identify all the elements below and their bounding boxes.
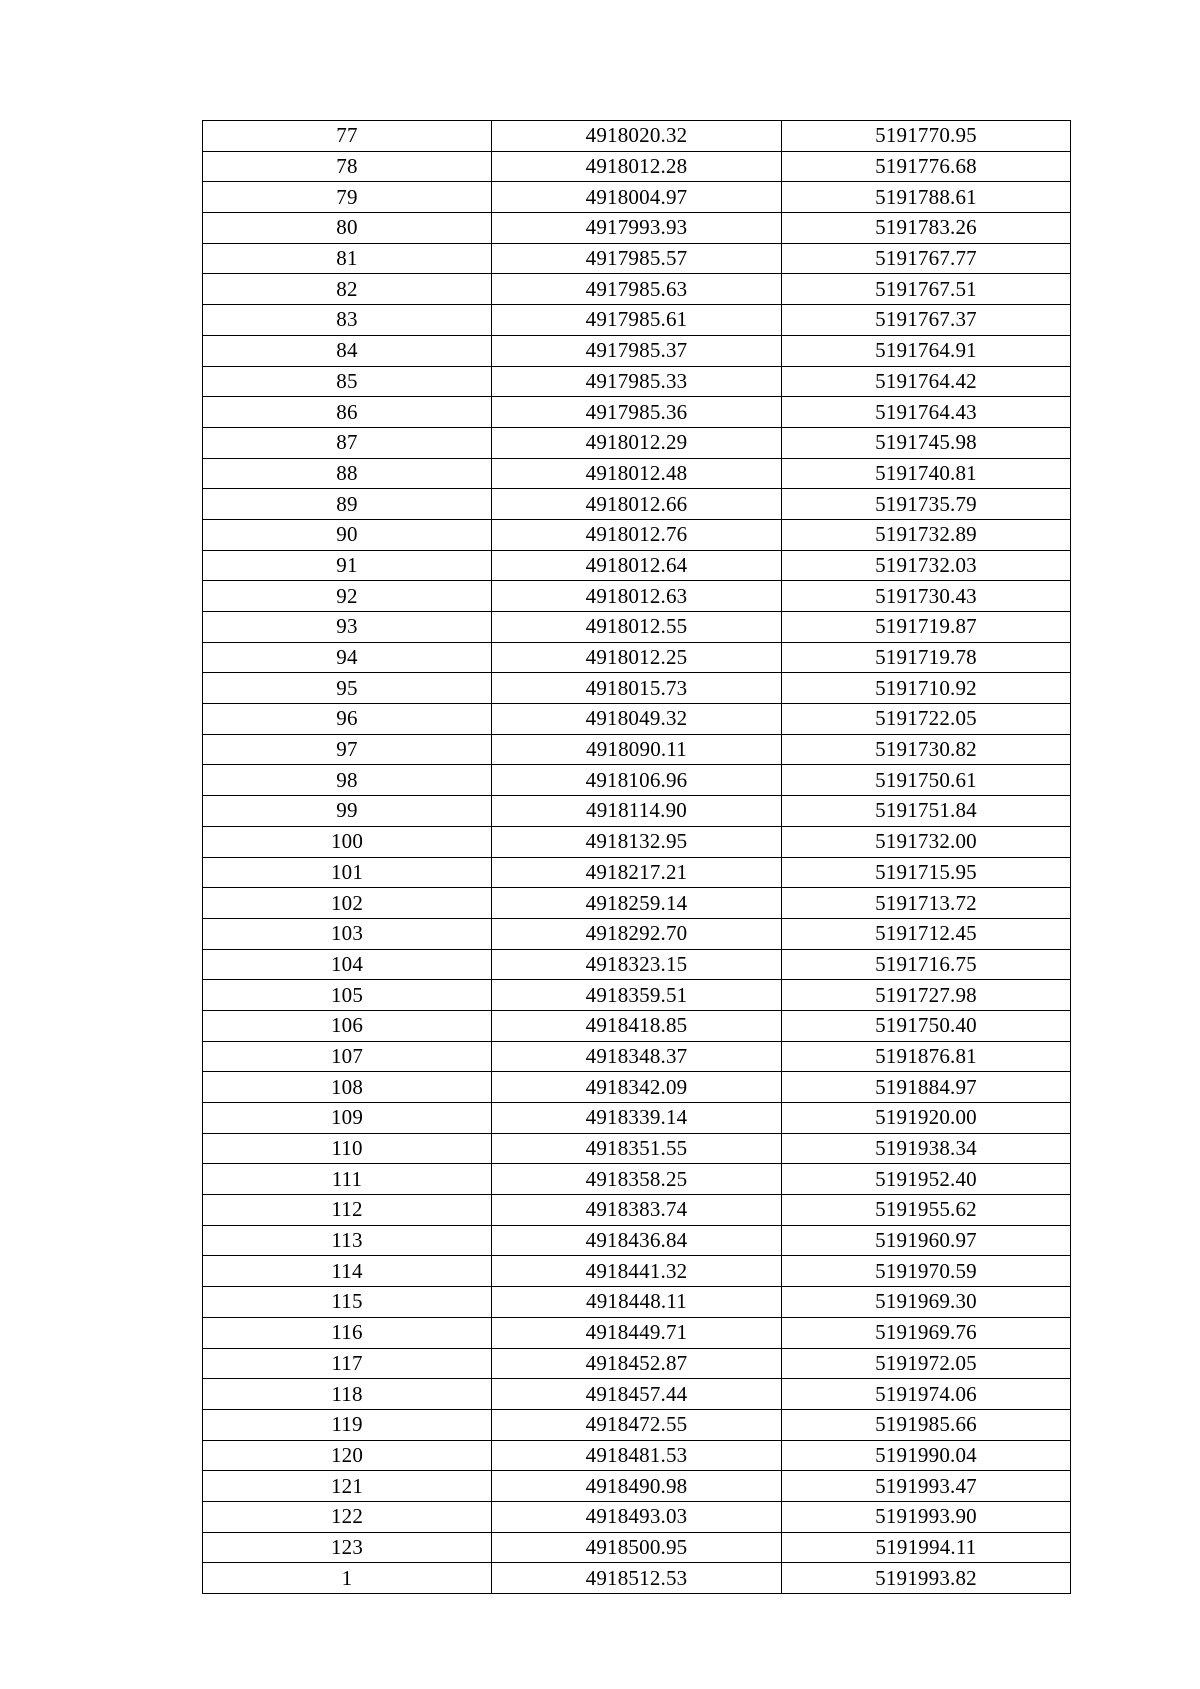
table-row: [203, 1287, 1071, 1318]
y-coordinate-cell: 5191767.77: [782, 243, 1071, 274]
y-coordinate-cell: 5191884.97: [782, 1072, 1071, 1103]
y-coordinate-cell: 5191974.06: [782, 1379, 1071, 1410]
point-number-cell: 97: [203, 734, 492, 765]
y-coordinate-cell: 5191767.51: [782, 274, 1071, 305]
coordinates-table: [202, 120, 1071, 1594]
table-row: [203, 918, 1071, 949]
point-number-cell: 104: [203, 949, 492, 980]
point-number-cell: 118: [203, 1379, 492, 1410]
y-coordinate-cell: 5191751.84: [782, 796, 1071, 827]
table-row: [203, 581, 1071, 612]
table-row: [203, 182, 1071, 213]
point-number-cell: 115: [203, 1287, 492, 1318]
x-coordinate-cell: 4917985.33: [492, 366, 782, 397]
x-coordinate-cell: 4918472.55: [492, 1409, 782, 1440]
x-coordinate-cell: 4918015.73: [492, 673, 782, 704]
table-row: [203, 1041, 1071, 1072]
x-coordinate-cell: 4918457.44: [492, 1379, 782, 1410]
y-coordinate-cell: 5191727.98: [782, 980, 1071, 1011]
x-coordinate-cell: 4918012.66: [492, 489, 782, 520]
point-number-cell: 116: [203, 1317, 492, 1348]
y-coordinate-cell: 5191750.40: [782, 1010, 1071, 1041]
point-number-cell: 77: [203, 121, 492, 152]
y-coordinate-cell: 5191712.45: [782, 918, 1071, 949]
table-row: [203, 1010, 1071, 1041]
x-coordinate-cell: 4918020.32: [492, 121, 782, 152]
point-number-cell: 117: [203, 1348, 492, 1379]
table-row: [203, 642, 1071, 673]
x-coordinate-cell: 4918358.25: [492, 1164, 782, 1195]
x-coordinate-cell: 4918436.84: [492, 1225, 782, 1256]
y-coordinate-cell: 5191732.89: [782, 519, 1071, 550]
point-number-cell: 111: [203, 1164, 492, 1195]
point-number-cell: 112: [203, 1195, 492, 1226]
table-row: [203, 427, 1071, 458]
table-row: [203, 1103, 1071, 1134]
y-coordinate-cell: 5191713.72: [782, 888, 1071, 919]
x-coordinate-cell: 4918441.32: [492, 1256, 782, 1287]
point-number-cell: 105: [203, 980, 492, 1011]
y-coordinate-cell: 5191716.75: [782, 949, 1071, 980]
x-coordinate-cell: 4918500.95: [492, 1532, 782, 1563]
x-coordinate-cell: 4918339.14: [492, 1103, 782, 1134]
point-number-cell: 96: [203, 704, 492, 735]
x-coordinate-cell: 4918012.28: [492, 151, 782, 182]
table-row: [203, 1348, 1071, 1379]
y-coordinate-cell: 5191745.98: [782, 427, 1071, 458]
point-number-cell: 88: [203, 458, 492, 489]
table-row: [203, 458, 1071, 489]
table-row: [203, 1409, 1071, 1440]
y-coordinate-cell: 5191993.47: [782, 1471, 1071, 1502]
y-coordinate-cell: 5191764.42: [782, 366, 1071, 397]
x-coordinate-cell: 4917985.63: [492, 274, 782, 305]
y-coordinate-cell: 5191969.76: [782, 1317, 1071, 1348]
y-coordinate-cell: 5191970.59: [782, 1256, 1071, 1287]
y-coordinate-cell: 5191985.66: [782, 1409, 1071, 1440]
y-coordinate-cell: 5191876.81: [782, 1041, 1071, 1072]
table-row: [203, 1501, 1071, 1532]
point-number-cell: 109: [203, 1103, 492, 1134]
point-number-cell: 90: [203, 519, 492, 550]
x-coordinate-cell: 4917985.57: [492, 243, 782, 274]
point-number-cell: 84: [203, 335, 492, 366]
table-row: [203, 1195, 1071, 1226]
point-number-cell: 94: [203, 642, 492, 673]
point-number-cell: 99: [203, 796, 492, 827]
x-coordinate-cell: 4918012.76: [492, 519, 782, 550]
point-number-cell: 110: [203, 1133, 492, 1164]
x-coordinate-cell: 4918012.55: [492, 612, 782, 643]
x-coordinate-cell: 4918342.09: [492, 1072, 782, 1103]
table-row: [203, 826, 1071, 857]
point-number-cell: 102: [203, 888, 492, 919]
point-number-cell: 1: [203, 1563, 492, 1594]
y-coordinate-cell: 5191990.04: [782, 1440, 1071, 1471]
coordinates-table-body: [203, 121, 1071, 1594]
table-row: [203, 519, 1071, 550]
table-row: [203, 335, 1071, 366]
table-row: [203, 305, 1071, 336]
table-row: [203, 151, 1071, 182]
table-row: [203, 888, 1071, 919]
x-coordinate-cell: 4918217.21: [492, 857, 782, 888]
x-coordinate-cell: 4918259.14: [492, 888, 782, 919]
table-row: [203, 1532, 1071, 1563]
x-coordinate-cell: 4918448.11: [492, 1287, 782, 1318]
x-coordinate-cell: 4917993.93: [492, 213, 782, 244]
y-coordinate-cell: 5191732.03: [782, 550, 1071, 581]
x-coordinate-cell: 4918292.70: [492, 918, 782, 949]
x-coordinate-cell: 4917985.37: [492, 335, 782, 366]
table-row: [203, 1471, 1071, 1502]
x-coordinate-cell: 4918004.97: [492, 182, 782, 213]
point-number-cell: 91: [203, 550, 492, 581]
table-row: [203, 765, 1071, 796]
x-coordinate-cell: 4918012.25: [492, 642, 782, 673]
x-coordinate-cell: 4918348.37: [492, 1041, 782, 1072]
point-number-cell: 103: [203, 918, 492, 949]
table-row: [203, 704, 1071, 735]
y-coordinate-cell: 5191969.30: [782, 1287, 1071, 1318]
point-number-cell: 87: [203, 427, 492, 458]
x-coordinate-cell: 4918452.87: [492, 1348, 782, 1379]
x-coordinate-cell: 4918132.95: [492, 826, 782, 857]
point-number-cell: 89: [203, 489, 492, 520]
point-number-cell: 81: [203, 243, 492, 274]
x-coordinate-cell: 4918090.11: [492, 734, 782, 765]
table-row: [203, 366, 1071, 397]
y-coordinate-cell: 5191767.37: [782, 305, 1071, 336]
point-number-cell: 80: [203, 213, 492, 244]
x-coordinate-cell: 4918490.98: [492, 1471, 782, 1502]
y-coordinate-cell: 5191952.40: [782, 1164, 1071, 1195]
table-row: [203, 734, 1071, 765]
table-row: [203, 213, 1071, 244]
x-coordinate-cell: 4918114.90: [492, 796, 782, 827]
y-coordinate-cell: 5191715.95: [782, 857, 1071, 888]
y-coordinate-cell: 5191710.92: [782, 673, 1071, 704]
point-number-cell: 108: [203, 1072, 492, 1103]
table-row: [203, 949, 1071, 980]
table-row: [203, 673, 1071, 704]
point-number-cell: 119: [203, 1409, 492, 1440]
x-coordinate-cell: 4918012.64: [492, 550, 782, 581]
table-row: [203, 1133, 1071, 1164]
y-coordinate-cell: 5191994.11: [782, 1532, 1071, 1563]
table-row: [203, 857, 1071, 888]
x-coordinate-cell: 4918012.48: [492, 458, 782, 489]
point-number-cell: 100: [203, 826, 492, 857]
point-number-cell: 93: [203, 612, 492, 643]
table-row: [203, 489, 1071, 520]
point-number-cell: 123: [203, 1532, 492, 1563]
point-number-cell: 107: [203, 1041, 492, 1072]
point-number-cell: 85: [203, 366, 492, 397]
table-row: [203, 1317, 1071, 1348]
y-coordinate-cell: 5191764.91: [782, 335, 1071, 366]
point-number-cell: 113: [203, 1225, 492, 1256]
x-coordinate-cell: 4917985.36: [492, 397, 782, 428]
y-coordinate-cell: 5191719.78: [782, 642, 1071, 673]
y-coordinate-cell: 5191730.82: [782, 734, 1071, 765]
y-coordinate-cell: 5191730.43: [782, 581, 1071, 612]
point-number-cell: 122: [203, 1501, 492, 1532]
point-number-cell: 98: [203, 765, 492, 796]
y-coordinate-cell: 5191750.61: [782, 765, 1071, 796]
table-row: [203, 612, 1071, 643]
x-coordinate-cell: 4918012.29: [492, 427, 782, 458]
y-coordinate-cell: 5191788.61: [782, 182, 1071, 213]
table-row: [203, 121, 1071, 152]
table-row: [203, 1440, 1071, 1471]
y-coordinate-cell: 5191993.82: [782, 1563, 1071, 1594]
point-number-cell: 95: [203, 673, 492, 704]
point-number-cell: 82: [203, 274, 492, 305]
table-row: [203, 1225, 1071, 1256]
point-number-cell: 79: [203, 182, 492, 213]
point-number-cell: 114: [203, 1256, 492, 1287]
y-coordinate-cell: 5191920.00: [782, 1103, 1071, 1134]
x-coordinate-cell: 4918418.85: [492, 1010, 782, 1041]
table-row: [203, 274, 1071, 305]
y-coordinate-cell: 5191972.05: [782, 1348, 1071, 1379]
x-coordinate-cell: 4918323.15: [492, 949, 782, 980]
point-number-cell: 106: [203, 1010, 492, 1041]
y-coordinate-cell: 5191955.62: [782, 1195, 1071, 1226]
point-number-cell: 86: [203, 397, 492, 428]
x-coordinate-cell: 4918359.51: [492, 980, 782, 1011]
y-coordinate-cell: 5191783.26: [782, 213, 1071, 244]
point-number-cell: 92: [203, 581, 492, 612]
point-number-cell: 121: [203, 1471, 492, 1502]
y-coordinate-cell: 5191776.68: [782, 151, 1071, 182]
y-coordinate-cell: 5191938.34: [782, 1133, 1071, 1164]
table-row: [203, 1379, 1071, 1410]
y-coordinate-cell: 5191732.00: [782, 826, 1071, 857]
table-row: [203, 550, 1071, 581]
x-coordinate-cell: 4918481.53: [492, 1440, 782, 1471]
y-coordinate-cell: 5191740.81: [782, 458, 1071, 489]
point-number-cell: 78: [203, 151, 492, 182]
x-coordinate-cell: 4918449.71: [492, 1317, 782, 1348]
table-row: [203, 1563, 1071, 1594]
y-coordinate-cell: 5191764.43: [782, 397, 1071, 428]
table-row: [203, 397, 1071, 428]
y-coordinate-cell: 5191993.90: [782, 1501, 1071, 1532]
y-coordinate-cell: 5191719.87: [782, 612, 1071, 643]
table-row: [203, 980, 1071, 1011]
point-number-cell: 120: [203, 1440, 492, 1471]
x-coordinate-cell: 4918012.63: [492, 581, 782, 612]
x-coordinate-cell: 4918383.74: [492, 1195, 782, 1226]
table-row: [203, 1164, 1071, 1195]
table-row: [203, 1256, 1071, 1287]
y-coordinate-cell: 5191722.05: [782, 704, 1071, 735]
x-coordinate-cell: 4918351.55: [492, 1133, 782, 1164]
point-number-cell: 101: [203, 857, 492, 888]
point-number-cell: 83: [203, 305, 492, 336]
y-coordinate-cell: 5191735.79: [782, 489, 1071, 520]
x-coordinate-cell: 4918049.32: [492, 704, 782, 735]
x-coordinate-cell: 4918106.96: [492, 765, 782, 796]
x-coordinate-cell: 4917985.61: [492, 305, 782, 336]
table-row: [203, 1072, 1071, 1103]
table-row: [203, 796, 1071, 827]
y-coordinate-cell: 5191770.95: [782, 121, 1071, 152]
x-coordinate-cell: 4918493.03: [492, 1501, 782, 1532]
x-coordinate-cell: 4918512.53: [492, 1563, 782, 1594]
y-coordinate-cell: 5191960.97: [782, 1225, 1071, 1256]
table-row: [203, 243, 1071, 274]
